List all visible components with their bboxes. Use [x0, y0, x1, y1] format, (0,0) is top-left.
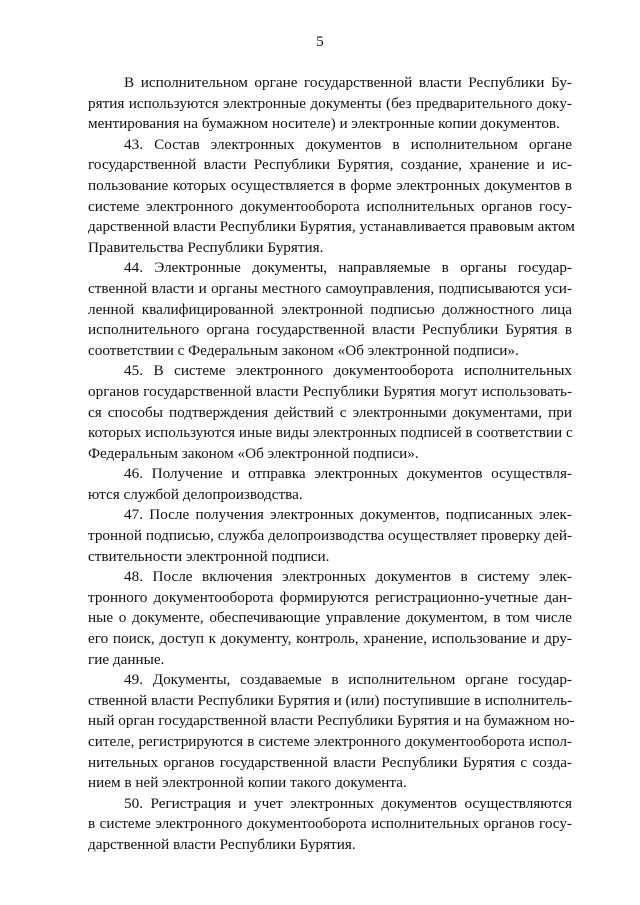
document-body: [88, 73, 575, 856]
text-line: 43. Состав электронных документов в исполнительном органе: [124, 135, 572, 153]
text-line: 44. Электронные документы, направляемые в органы государ-: [124, 259, 572, 277]
paragraph-43: [88, 135, 575, 259]
paragraph-46: [88, 464, 572, 505]
text-line: сителе, регистрируются в системе электронного документооборота испол-: [88, 733, 572, 750]
text-line: в системе электронного документооборота исполнительных органов госу-: [88, 815, 572, 833]
text-line: ментирования на бумажном носителе) и электронные копии документов.: [88, 115, 560, 133]
paragraph-49: [88, 670, 575, 794]
text-line: ные о документе, обеспечивающие управление документом, в том числе: [88, 609, 572, 627]
text-line: пользование которых осуществляется в форме электронных документов в: [88, 176, 572, 194]
paragraph-48: [88, 567, 572, 670]
text-line: 49. Документы, создаваемые в исполнительном органе государ-: [124, 671, 572, 689]
text-line: ся способы подтверждения действий с электронными документами, при: [88, 403, 572, 421]
text-line: дарственной власти Республики Бурятия, устанавливается правовым актом: [88, 218, 575, 236]
text-line: 46. Получение и отправка электронных документов осуществля-: [124, 465, 572, 483]
text-line: 45. В системе электронного документооборота исполнительных: [124, 362, 572, 380]
text-line: нием в ней электронной копии такого документа.: [88, 774, 407, 792]
text-line: нительных органов государственной власти Республики Бурятия с созда-: [88, 753, 572, 771]
text-line: которых используются иные виды электронных подписей в соответствии с: [88, 424, 573, 442]
text-line: ствительности электронной подписи.: [88, 547, 330, 565]
text-line: ются службой делопроизводства.: [88, 485, 303, 503]
text-line: 50. Регистрация и учет электронных документов осуществляются: [124, 794, 572, 812]
text-line: его поиск, доступ к документу, контроль, хранение, использование и дру-: [88, 630, 572, 648]
text-line: ственной власти Республики Бурятия и (или) поступившие в исполнитель-: [88, 691, 573, 709]
text-line: тронной подписью, служба делопроизводства осуществляет проверку дей-: [88, 527, 572, 545]
text-line: тронного документооборота формируются регистрационно-учетные дан-: [88, 588, 572, 606]
text-line: 47. После получения электронных документов, подписанных элек-: [124, 506, 572, 524]
text-line: В исполнительном органе государственной власти Республики Бу-: [124, 74, 572, 91]
text-line: рятия используются электронные документы (без предварительного доку-: [88, 94, 572, 112]
text-line: соответствии с Федеральным законом «Об электронной подписи».: [88, 341, 519, 359]
text-line: 48. После включения электронных документов в систему элек-: [124, 568, 572, 586]
paragraph-44: [88, 258, 572, 361]
paragraph-intro: [88, 73, 572, 135]
paragraph-47: [88, 505, 572, 567]
page-number: 5: [316, 34, 324, 50]
text-line: Федеральным законом «Об электронной подписи».: [88, 444, 419, 462]
text-line: Правительства Республики Бурятия.: [88, 238, 324, 256]
text-line: ственной власти и органы местного самоуправления, подписываются уси-: [88, 279, 572, 297]
text-line: государственной власти Республики Бурятия, создание, хранение и ис-: [88, 156, 572, 174]
text-line: системе электронного документооборота исполнительных органов госу-: [88, 197, 572, 215]
text-line: гие данные.: [88, 650, 165, 668]
text-line: ленной квалифицированной электронной подписью должностного лица: [88, 300, 572, 318]
text-line: дарственной власти Республики Бурятия.: [88, 835, 356, 853]
text-line: ный орган государственной власти Республики Бурятия и на бумажном но-: [88, 712, 575, 730]
text-line: органов государственной власти Республики Бурятия могут использовать-: [88, 382, 572, 400]
paragraph-45: [88, 361, 572, 464]
paragraph-50: [88, 794, 572, 856]
text-line: исполнительного органа государственной власти Республики Бурятия в: [88, 321, 572, 339]
